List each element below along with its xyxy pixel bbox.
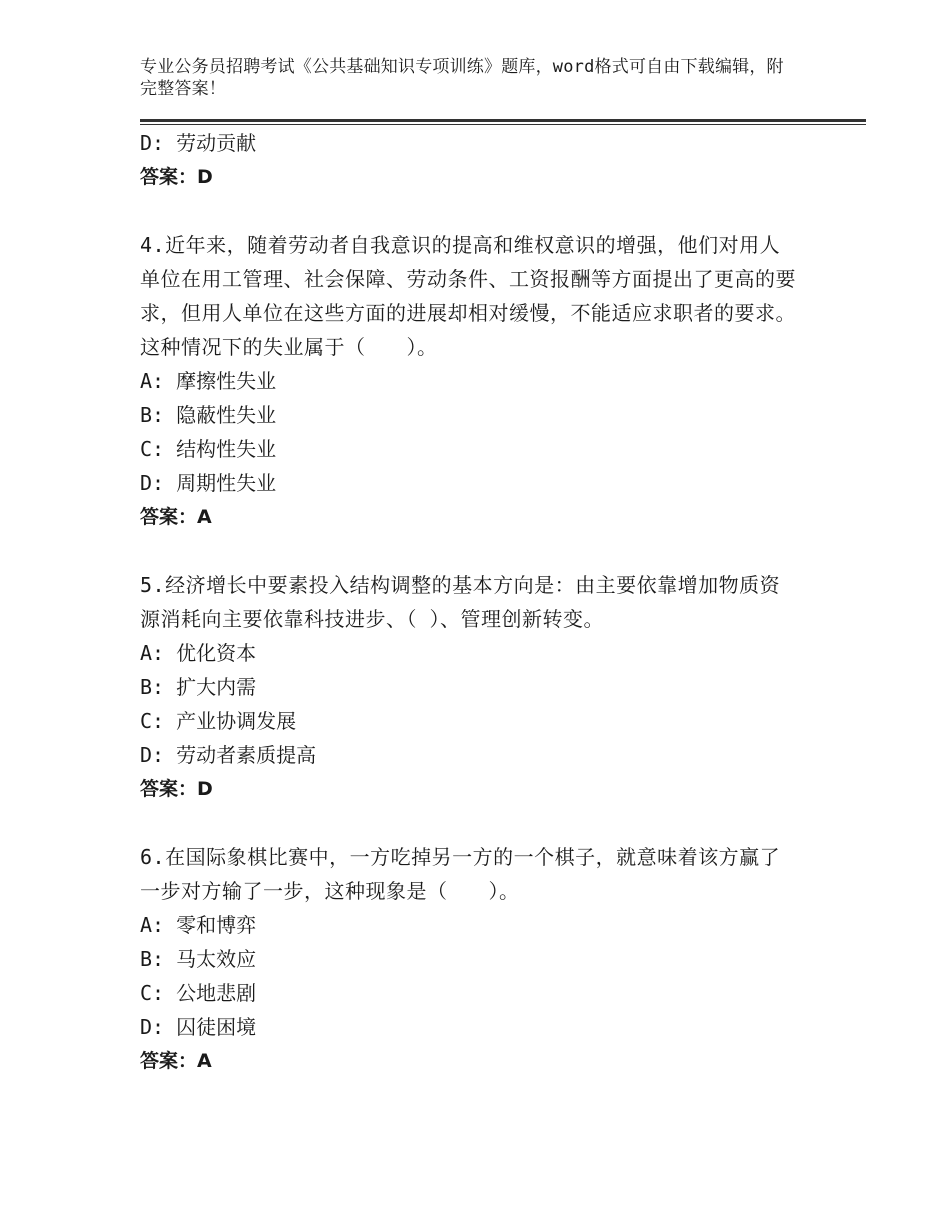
header-rule-thin — [140, 124, 866, 125]
question-option: C: 结构性失业 — [140, 437, 277, 461]
question-option: A: 零和博弈 — [140, 913, 257, 937]
question-list — [140, 126, 800, 1078]
question-6 — [140, 840, 800, 1078]
question-option: D: 劳动者素质提高 — [140, 743, 317, 767]
question-stem: 6.在国际象棋比赛中，一方吃掉另一方的一个棋子，就意味着该方赢了一步对方输了一步，这种现象是（ ）。 — [140, 845, 781, 903]
question-5 — [140, 568, 800, 806]
question-option: C: 产业协调发展 — [140, 709, 297, 733]
question-4 — [140, 228, 800, 534]
question-answer: 答案：A — [140, 1050, 212, 1072]
header-rule-thick — [140, 119, 866, 122]
question-option: C: 公地悲剧 — [140, 981, 257, 1005]
question-stem: 5.经济增长中要素投入结构调整的基本方向是：由主要依靠增加物质资源消耗向主要依靠科技进步、（ ）、管理创新转变。 — [140, 573, 781, 631]
question-answer: 答案：D — [140, 778, 213, 800]
prev-question-option-d: D: 劳动贡献 — [140, 131, 257, 155]
prev-question-answer: 答案：D — [140, 166, 213, 188]
question-option: D: 周期性失业 — [140, 471, 277, 495]
question-option: A: 优化资本 — [140, 641, 257, 665]
page-header: 专业公务员招聘考试《公共基础知识专项训练》题库，word格式可自由下载编辑，附完整答案！ — [140, 57, 784, 99]
question-option: D: 囚徒困境 — [140, 1015, 257, 1039]
question-option: B: 扩大内需 — [140, 675, 257, 699]
question-option: A: 摩擦性失业 — [140, 369, 277, 393]
question-option: B: 马太效应 — [140, 947, 257, 971]
question-answer: 答案：A — [140, 506, 212, 528]
question-option: B: 隐蔽性失业 — [140, 403, 277, 427]
question-stem: 4.近年来，随着劳动者自我意识的提高和维权意识的增强，他们对用人单位在用工管理、社会保障、劳动条件、工资报酬等方面提出了更高的要求，但用人单位在这些方面的进展却相对缓慢，不能适应求职者的要求。这种情况下的失业属于（ ）。 — [140, 233, 796, 359]
